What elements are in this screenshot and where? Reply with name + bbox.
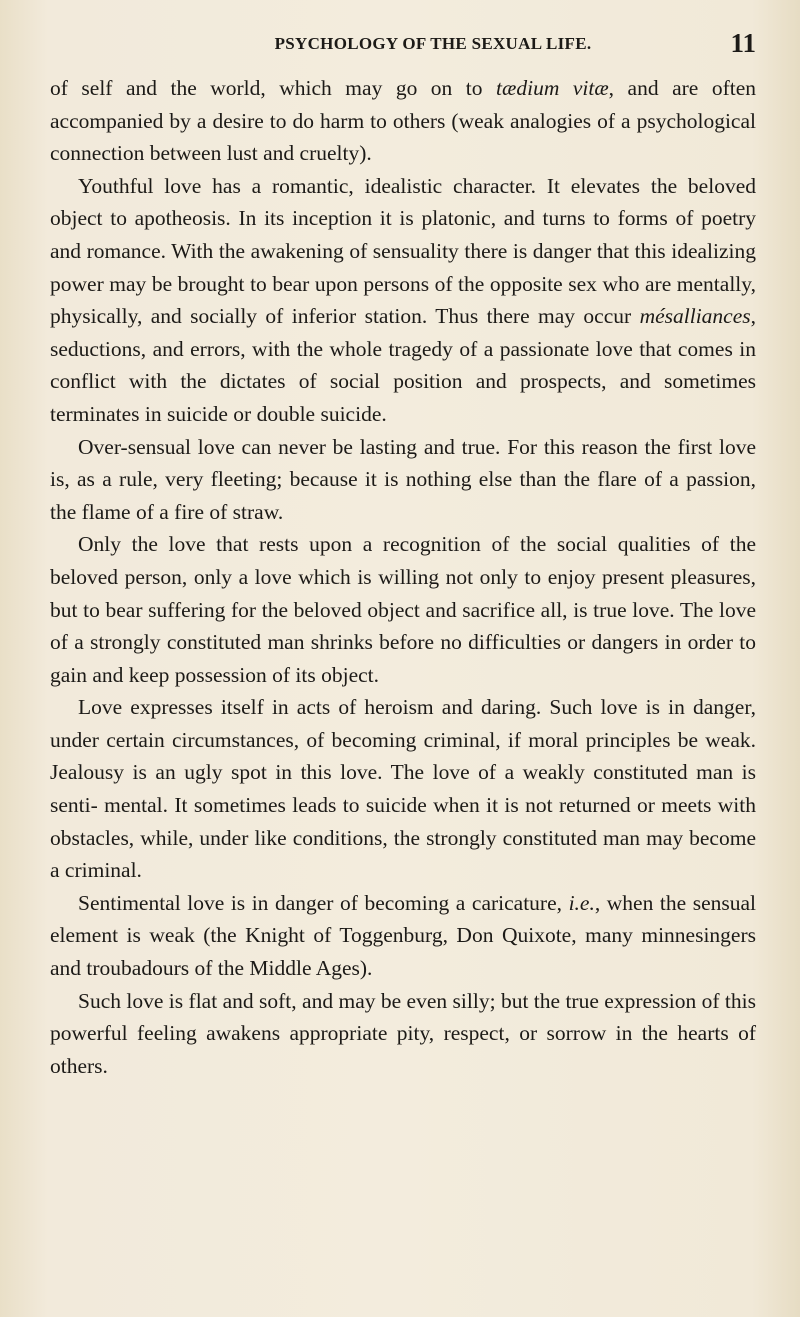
text-run: , when the sensual element is weak (the Knight of Toggenburg, Don Quixote, many minnesingers and troubadours of the Middle Ages). <box>50 890 756 981</box>
italic-phrase-taedium-vitae: tædium vitæ <box>496 76 609 100</box>
text-run: of self and the world, which may go on to <box>50 76 497 100</box>
text-run: Sentimental love is in danger of becoming a caricature, <box>78 890 569 915</box>
italic-phrase-mesalliances: mésalliances <box>639 304 751 329</box>
text-run: , and are often accompanied by a desire to do harm to others (weak analogies of a psychological connection between lust and cruelty). <box>50 76 756 166</box>
body-text <box>50 72 756 1082</box>
text-run: Youthful love has a romantic, idealistic character. It elevates the beloved object to apotheosis. In its inception it is platonic, and turns to forms of poetry and romance. With the awakening of sensuality there is danger that this idealizing power may be brought to bear upon persons of the opposite sex who are mentally, physically, and socially of inferior station. Thus there may occur <box>50 173 756 329</box>
text-run: , seductions, and errors, with the whole tragedy of a passionate love that comes in conflict with the dictates of social position and prospects, and sometimes terminates in suicide or double suicide. <box>50 304 756 426</box>
running-title: PSYCHOLOGY OF THE SEXUAL LIFE. <box>274 34 592 53</box>
page-number: 11 <box>730 28 756 58</box>
paragraph-true-love: Only the love that rests upon a recognition of the social qualities of the beloved person, only a love which is willing not only to enjoy present pleasures, but to bear suffering for the beloved object and sacrifice all, is true love. The love of a strongly constituted man shrinks before no difficulties or dangers in order to gain and keep possession of its object. <box>50 532 756 687</box>
paragraph-sentimental-love <box>50 887 756 985</box>
paragraph-flat-and-soft: Such love is flat and soft, and may be even silly; but the true expression of this powerful feeling awakens appropriate pity, respect, or sorrow in the hearts of others. <box>50 988 756 1078</box>
running-head <box>50 28 756 68</box>
paragraph-over-sensual-love: Over-sensual love can never be lasting and true. For this reason the first love is, as a rule, very fleeting; because it is nothing else than the flare of a passion, the flame of a fire of straw. <box>50 434 756 524</box>
paragraph-continuation <box>50 72 756 170</box>
paragraph-youthful-love <box>50 170 756 431</box>
italic-phrase-ie: i.e. <box>568 890 595 915</box>
paragraph-heroism: Love expresses itself in acts of heroism and daring. Such love is in danger, under certain circumstances, of becoming criminal, if moral principles be weak. Jealousy is an ugly spot in this love. The love of a weakly constituted man is senti- mental. It sometimes leads to suicide when it is not returned or meets with obstacles, while, under like conditions, the strongly constituted man may become a criminal. <box>50 695 756 883</box>
